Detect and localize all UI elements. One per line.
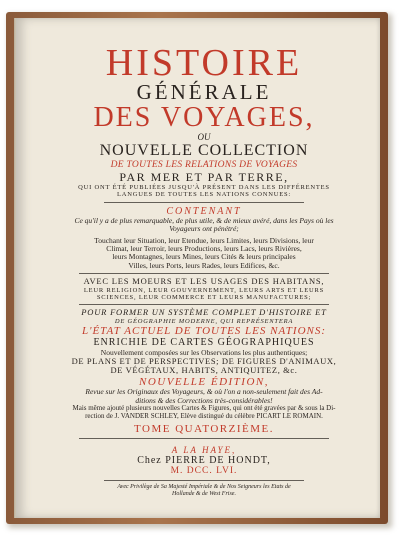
collection-line: NOUVELLE COLLECTION	[99, 142, 309, 160]
privilege-line-2: Hollande & de West Frise.	[172, 490, 236, 497]
divider	[79, 304, 329, 305]
divider	[104, 480, 304, 481]
ou-line: OU	[197, 132, 211, 143]
touchant-line-3: leurs Montagnes, leurs Mines, leurs Cités & leurs principales	[112, 252, 296, 262]
nouvelle-edition-line: NOUVELLE ÉDITION,	[138, 375, 269, 388]
divider	[79, 438, 329, 439]
moeurs-line-1: AVEC LES MOEURS ET LES USAGES DES HABITANS,	[83, 276, 325, 287]
contenant-line: CONTENANT	[166, 205, 242, 217]
remarkable-line-2: Voyageurs ont pénétré;	[169, 224, 239, 234]
divider	[79, 273, 329, 274]
main-title: HISTOIRE	[105, 42, 303, 84]
former-line-1: POUR FORMER UN SYSTÈME COMPLET D'HISTOIRE ET	[81, 307, 327, 318]
tome-line: TOME QUATORZIÈME.	[134, 422, 274, 435]
subtitle-voyages: DES VOYAGES,	[93, 102, 315, 133]
divider	[104, 202, 304, 203]
etat-line: L'ÉTAT ACTUEL DE TOUTES LES NATIONS:	[81, 325, 327, 338]
moeurs-line-2: LEUR RELIGION, LEUR GOUVERNEMENT, LEURS ARTS ET LEURS	[83, 286, 325, 294]
moeurs-line-3: SCIENCES, LEUR COMMERCE ET LEURS MANUFACTURES;	[96, 293, 312, 301]
plans-line-2: DE VÉGÉTAUX, HABITS, ANTIQUITEZ, &c.	[110, 365, 298, 376]
publisher-line: Chez PIERRE DE HONDT,	[137, 455, 271, 467]
title-page-text	[30, 22, 378, 497]
remarkable-line-1: Ce qu'il y a de plus remarquable, de plus utile, & de mieux avéré, dans les Pays où les	[74, 215, 334, 225]
revue-line-2: ditions & des Corrections très-considérables!	[135, 395, 273, 405]
plans-line-1: DE PLANS ET DE PERSPECTIVES; DE FIGURES D'ANIMAUX,	[71, 355, 337, 366]
subtitle-generale: GÉNÉRALE	[136, 80, 272, 104]
revue-line-1: Revue sur les Originaux des Voyageurs, & où l'on a non-seulement fait des Ad-	[85, 387, 323, 397]
relations-line: DE TOUTES LES RELATIONS DE VOYAGES	[110, 160, 298, 171]
published-line-1: QUI ONT ÉTÉ PUBLIÉES JUSQU'À PRÉSENT DANS LES DIFFÉRENTES	[78, 184, 330, 192]
nouvellement-line: Nouvellement composées sur les Observations les plus authentiques;	[100, 347, 308, 357]
published-line-2: LANGUES DE TOUTES LES NATIONS CONNUES:	[116, 191, 292, 199]
former-line-2: DE GÉOGRAPHIE MODERNE, QUI REPRÉSENTERA	[114, 317, 294, 325]
mer-terre-line: PAR MER ET PAR TERRE,	[119, 169, 289, 184]
mais-line-1: Mais même ajouté plusieurs nouvelles Cartes & Figures, qui ont été gravées par & sous la Di-	[72, 404, 336, 413]
enrichie-line: ENRICHIE DE CARTES GÉOGRAPHIQUES	[93, 337, 315, 349]
touchant-line-2: Climat, leur Terroir, leurs Productions, leurs Lacs, leurs Rivières,	[106, 244, 302, 254]
touchant-line-1: Touchant leur Situation, leur Etendue, leurs Limites, leurs Divisions, leur	[94, 235, 314, 245]
touchant-line-4: Villes, leurs Ports, leurs Rades, leurs Edifices, &c.	[128, 260, 280, 270]
privilege-line-1: Avec Privilège de Sa Majesté Impériale & de Nos Seigneurs les Etats de	[117, 483, 291, 490]
date-line: M. DCC. LVI.	[170, 466, 238, 477]
place-line: A LA HAYE,	[171, 445, 237, 455]
mais-line-2: rection de J. VANDER SCHLEY, Elève distingué du célèbre PICART LE ROMAIN.	[85, 411, 323, 420]
